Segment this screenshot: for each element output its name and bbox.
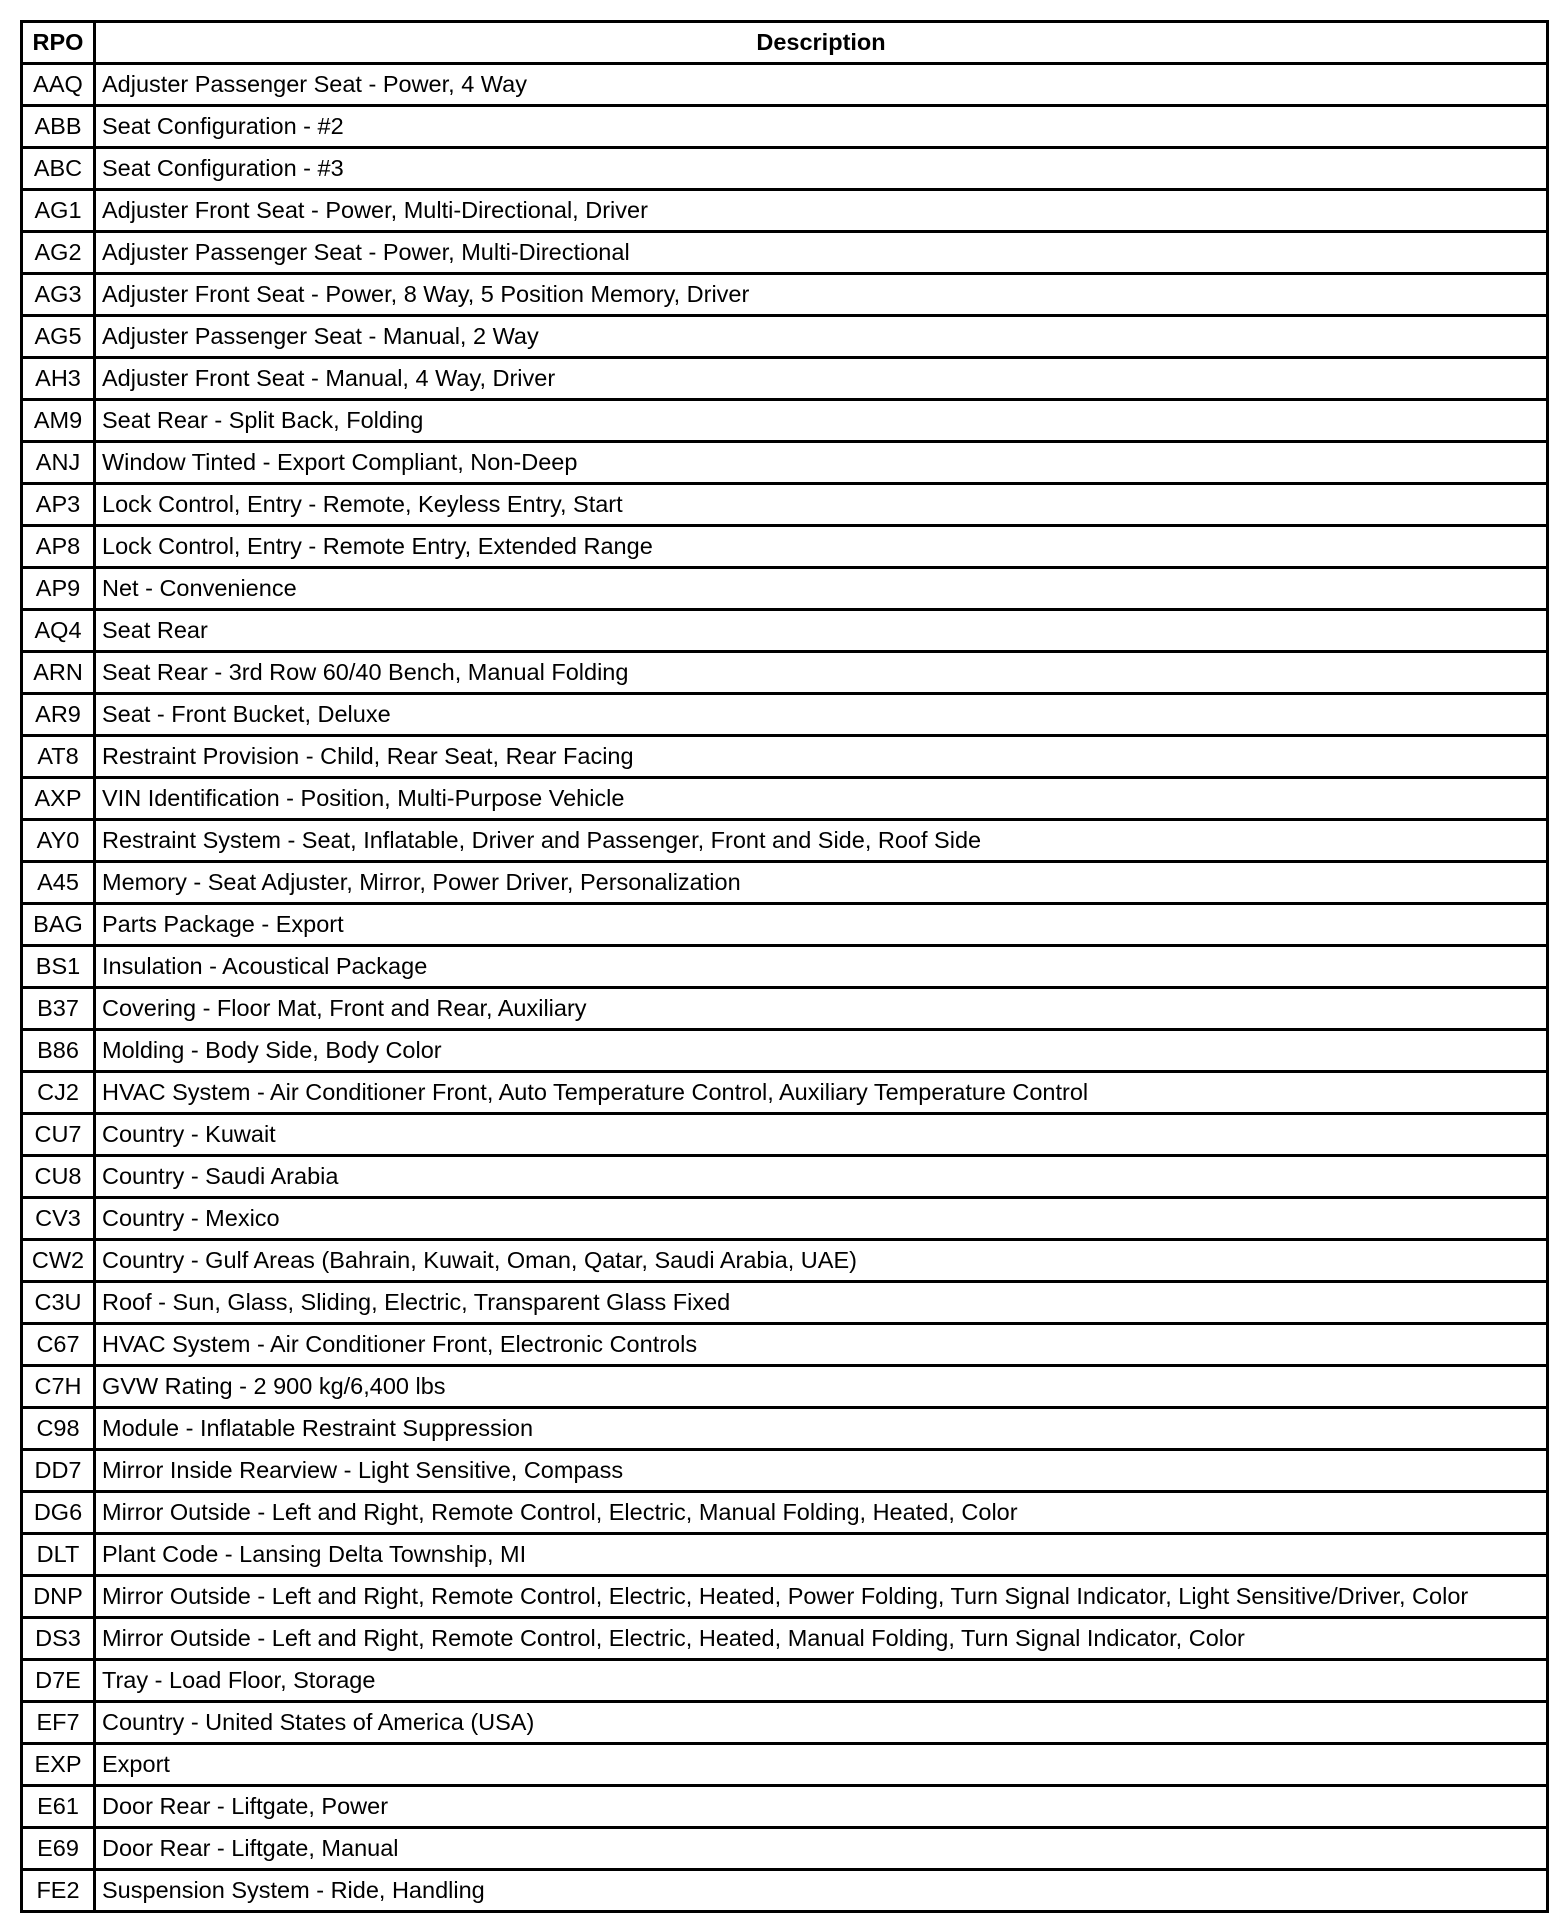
- rpo-code-cell: B37: [22, 988, 95, 1030]
- description-cell: Country - Gulf Areas (Bahrain, Kuwait, Oman, Qatar, Saudi Arabia, UAE): [95, 1240, 1548, 1282]
- rpo-code-cell: CU7: [22, 1114, 95, 1156]
- table-row: [22, 1492, 1548, 1534]
- description-cell: Adjuster Passenger Seat - Power, 4 Way: [95, 64, 1548, 106]
- description-cell: Net - Convenience: [95, 568, 1548, 610]
- rpo-code-cell: ABC: [22, 148, 95, 190]
- description-cell: Memory - Seat Adjuster, Mirror, Power Driver, Personalization: [95, 862, 1548, 904]
- description-cell: Restraint Provision - Child, Rear Seat, Rear Facing: [95, 736, 1548, 778]
- rpo-code-cell: AH3: [22, 358, 95, 400]
- description-cell: Restraint System - Seat, Inflatable, Driver and Passenger, Front and Side, Roof Side: [95, 820, 1548, 862]
- table-row: [22, 1702, 1548, 1744]
- description-cell: Mirror Outside - Left and Right, Remote Control, Electric, Heated, Manual Folding, Turn Signal Indicator, Color: [95, 1618, 1548, 1660]
- description-cell: Country - United States of America (USA): [95, 1702, 1548, 1744]
- table-row: [22, 1324, 1548, 1366]
- table-row: [22, 1828, 1548, 1870]
- description-cell: Country - Mexico: [95, 1198, 1548, 1240]
- rpo-code-cell: C7H: [22, 1366, 95, 1408]
- rpo-code-cell: AG2: [22, 232, 95, 274]
- description-cell: Covering - Floor Mat, Front and Rear, Auxiliary: [95, 988, 1548, 1030]
- table-row: [22, 568, 1548, 610]
- rpo-code-cell: CU8: [22, 1156, 95, 1198]
- rpo-code-cell: AAQ: [22, 64, 95, 106]
- rpo-table: [20, 20, 1549, 1913]
- rpo-code-cell: ANJ: [22, 442, 95, 484]
- rpo-code-cell: BAG: [22, 904, 95, 946]
- table-row: [22, 736, 1548, 778]
- rpo-code-cell: DG6: [22, 1492, 95, 1534]
- rpo-code-cell: A45: [22, 862, 95, 904]
- description-cell: Adjuster Passenger Seat - Manual, 2 Way: [95, 316, 1548, 358]
- table-row: [22, 232, 1548, 274]
- rpo-code-cell: ARN: [22, 652, 95, 694]
- table-row: [22, 64, 1548, 106]
- description-cell: Mirror Outside - Left and Right, Remote Control, Electric, Heated, Power Folding, Turn Signal Indicator, Light Sensitive/Driver, Color: [95, 1576, 1548, 1618]
- table-row: [22, 484, 1548, 526]
- table-row: [22, 1870, 1548, 1912]
- description-cell: Roof - Sun, Glass, Sliding, Electric, Transparent Glass Fixed: [95, 1282, 1548, 1324]
- rpo-code-cell: AM9: [22, 400, 95, 442]
- description-cell: Mirror Outside - Left and Right, Remote Control, Electric, Manual Folding, Heated, Color: [95, 1492, 1548, 1534]
- table-row: [22, 1660, 1548, 1702]
- description-cell: Adjuster Front Seat - Power, 8 Way, 5 Position Memory, Driver: [95, 274, 1548, 316]
- description-cell: VIN Identification - Position, Multi-Purpose Vehicle: [95, 778, 1548, 820]
- rpo-code-cell: CJ2: [22, 1072, 95, 1114]
- rpo-code-cell: DNP: [22, 1576, 95, 1618]
- rpo-code-cell: AG5: [22, 316, 95, 358]
- table-body: [22, 64, 1548, 1912]
- table-row: [22, 988, 1548, 1030]
- description-cell: Molding - Body Side, Body Color: [95, 1030, 1548, 1072]
- rpo-code-cell: B86: [22, 1030, 95, 1072]
- rpo-code-cell: AP9: [22, 568, 95, 610]
- rpo-code-cell: DS3: [22, 1618, 95, 1660]
- table-row: [22, 694, 1548, 736]
- table-row: [22, 820, 1548, 862]
- table-row: [22, 1282, 1548, 1324]
- table-row: [22, 1408, 1548, 1450]
- table-row: [22, 1744, 1548, 1786]
- table-row: [22, 1618, 1548, 1660]
- description-column-header: Description: [95, 22, 1548, 64]
- table-row: [22, 1366, 1548, 1408]
- rpo-code-cell: CW2: [22, 1240, 95, 1282]
- table-row: [22, 526, 1548, 568]
- description-cell: Suspension System - Ride, Handling: [95, 1870, 1548, 1912]
- rpo-code-cell: AQ4: [22, 610, 95, 652]
- description-cell: HVAC System - Air Conditioner Front, Auto Temperature Control, Auxiliary Temperature Control: [95, 1072, 1548, 1114]
- description-cell: Window Tinted - Export Compliant, Non-Deep: [95, 442, 1548, 484]
- table-row: [22, 148, 1548, 190]
- description-cell: Country - Saudi Arabia: [95, 1156, 1548, 1198]
- table-row: [22, 316, 1548, 358]
- description-cell: Seat Rear: [95, 610, 1548, 652]
- table-row: [22, 778, 1548, 820]
- description-cell: Lock Control, Entry - Remote, Keyless Entry, Start: [95, 484, 1548, 526]
- rpo-code-cell: AG3: [22, 274, 95, 316]
- table-row: [22, 610, 1548, 652]
- rpo-code-cell: E61: [22, 1786, 95, 1828]
- table-row: [22, 1450, 1548, 1492]
- table-row: [22, 1576, 1548, 1618]
- description-cell: Seat Rear - 3rd Row 60/40 Bench, Manual Folding: [95, 652, 1548, 694]
- rpo-code-cell: FE2: [22, 1870, 95, 1912]
- description-cell: HVAC System - Air Conditioner Front, Electronic Controls: [95, 1324, 1548, 1366]
- table-row: [22, 1786, 1548, 1828]
- header-row: [22, 22, 1548, 64]
- table-row: [22, 1156, 1548, 1198]
- description-cell: Plant Code - Lansing Delta Township, MI: [95, 1534, 1548, 1576]
- description-cell: Adjuster Front Seat - Power, Multi-Directional, Driver: [95, 190, 1548, 232]
- description-cell: Mirror Inside Rearview - Light Sensitive, Compass: [95, 1450, 1548, 1492]
- rpo-code-cell: AR9: [22, 694, 95, 736]
- description-cell: GVW Rating - 2 900 kg/6,400 lbs: [95, 1366, 1548, 1408]
- rpo-code-cell: E69: [22, 1828, 95, 1870]
- rpo-code-cell: AP3: [22, 484, 95, 526]
- rpo-code-cell: DD7: [22, 1450, 95, 1492]
- rpo-code-cell: AT8: [22, 736, 95, 778]
- table-row: [22, 1198, 1548, 1240]
- description-cell: Seat Rear - Split Back, Folding: [95, 400, 1548, 442]
- table-row: [22, 274, 1548, 316]
- rpo-code-cell: DLT: [22, 1534, 95, 1576]
- table-row: [22, 1114, 1548, 1156]
- table-row: [22, 442, 1548, 484]
- description-cell: Adjuster Front Seat - Manual, 4 Way, Driver: [95, 358, 1548, 400]
- table-row: [22, 400, 1548, 442]
- description-cell: Lock Control, Entry - Remote Entry, Extended Range: [95, 526, 1548, 568]
- table-row: [22, 1240, 1548, 1282]
- rpo-code-cell: ABB: [22, 106, 95, 148]
- table-row: [22, 1030, 1548, 1072]
- description-cell: Parts Package - Export: [95, 904, 1548, 946]
- description-cell: Tray - Load Floor, Storage: [95, 1660, 1548, 1702]
- rpo-code-cell: C67: [22, 1324, 95, 1366]
- table-row: [22, 1534, 1548, 1576]
- rpo-code-cell: BS1: [22, 946, 95, 988]
- description-cell: Export: [95, 1744, 1548, 1786]
- rpo-code-cell: C98: [22, 1408, 95, 1450]
- description-cell: Door Rear - Liftgate, Power: [95, 1786, 1548, 1828]
- table-row: [22, 358, 1548, 400]
- rpo-code-cell: C3U: [22, 1282, 95, 1324]
- description-cell: Seat Configuration - #2: [95, 106, 1548, 148]
- table-row: [22, 106, 1548, 148]
- rpo-code-cell: EF7: [22, 1702, 95, 1744]
- rpo-column-header: RPO: [22, 22, 95, 64]
- rpo-code-cell: AG1: [22, 190, 95, 232]
- table-header: [22, 22, 1548, 64]
- rpo-code-cell: AXP: [22, 778, 95, 820]
- table-row: [22, 904, 1548, 946]
- description-cell: Module - Inflatable Restraint Suppression: [95, 1408, 1548, 1450]
- description-cell: Country - Kuwait: [95, 1114, 1548, 1156]
- table-row: [22, 862, 1548, 904]
- description-cell: Door Rear - Liftgate, Manual: [95, 1828, 1548, 1870]
- description-cell: Insulation - Acoustical Package: [95, 946, 1548, 988]
- rpo-code-cell: CV3: [22, 1198, 95, 1240]
- table-row: [22, 946, 1548, 988]
- rpo-code-cell: D7E: [22, 1660, 95, 1702]
- rpo-code-cell: AY0: [22, 820, 95, 862]
- table-row: [22, 190, 1548, 232]
- table-row: [22, 1072, 1548, 1114]
- description-cell: Seat Configuration - #3: [95, 148, 1548, 190]
- description-cell: Adjuster Passenger Seat - Power, Multi-Directional: [95, 232, 1548, 274]
- rpo-code-cell: AP8: [22, 526, 95, 568]
- rpo-code-cell: EXP: [22, 1744, 95, 1786]
- table-row: [22, 652, 1548, 694]
- description-cell: Seat - Front Bucket, Deluxe: [95, 694, 1548, 736]
